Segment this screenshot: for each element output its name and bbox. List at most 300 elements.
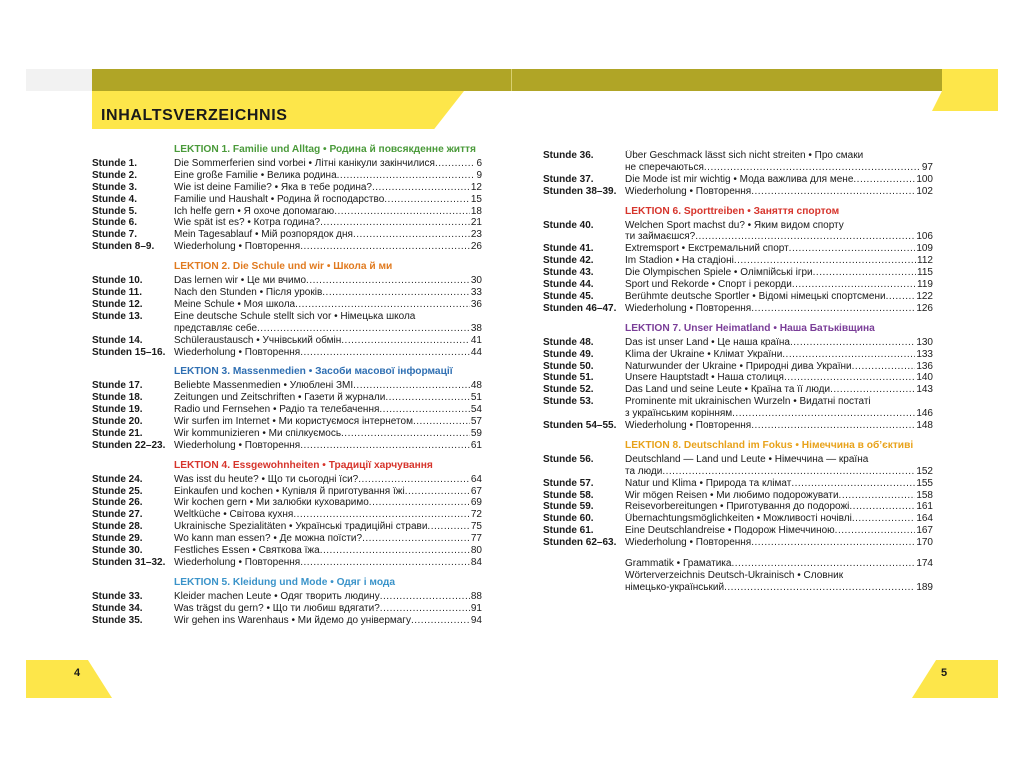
toc-entry (625, 267, 916, 279)
page-ref: 94 (470, 614, 482, 626)
entry-text: Meine Schule • Моя школа (174, 298, 296, 310)
toc-entry (625, 466, 915, 478)
entry-text: Prominente mit ukrainischen Wurzeln • Видатні постаті (625, 396, 871, 408)
footer-band-right (912, 660, 998, 698)
dot-leader (886, 291, 916, 303)
toc-entry (174, 323, 470, 335)
toc-entry (174, 158, 475, 170)
dot-leader (341, 428, 470, 440)
dot-leader (322, 287, 470, 299)
entry-text: Wiederholung • Повторення (174, 241, 301, 253)
stunde-label: Stunde 19. (92, 404, 143, 416)
page-ref: 30 (470, 275, 482, 287)
toc-entry (625, 537, 915, 549)
dot-leader (353, 380, 470, 392)
page-ref: 146 (916, 408, 933, 420)
stunde-label: Stunde 26. (92, 497, 143, 509)
page-ref: 51 (470, 392, 482, 404)
page-ref: 119 (917, 279, 933, 291)
entry-text: Berühmte deutsche Sportler • Відомі німецькі спортсмени (625, 290, 886, 302)
page-ref: 136 (916, 360, 933, 372)
toc-entry (174, 615, 470, 627)
dot-leader (830, 384, 915, 396)
stunde-label: Stunde 24. (92, 473, 143, 485)
toc-entry (174, 241, 470, 253)
lesson-heading: LEKTION 4. Essgewohnheiten • Традиції харчування (174, 459, 433, 471)
entry-text: Klima der Ukraine • Клімат України (625, 348, 783, 360)
stunde-label: Stunde 35. (92, 614, 143, 626)
toc-row (543, 243, 933, 255)
toc-entry (625, 291, 915, 303)
page-ref: 100 (916, 173, 933, 185)
page-ref: 69 (470, 497, 482, 509)
toc-row (543, 279, 933, 291)
dot-leader (337, 170, 476, 182)
page-ref: 38 (470, 322, 482, 334)
dot-leader (435, 158, 476, 170)
toc-entry (174, 497, 470, 509)
stunde-label (543, 162, 625, 174)
dot-leader (724, 582, 915, 594)
toc-row (92, 486, 482, 498)
entry-text: Reisevorbereitungen • Приготування до подорожі (625, 501, 850, 513)
entry-text: Unsere Hauptstadt • Наша столиця (625, 372, 784, 384)
dot-leader (379, 404, 469, 416)
entry-text: Wo kann man essen? • Де можна поїсти? (174, 533, 363, 545)
toc-row (543, 303, 933, 315)
stunde-label: Stunde 52. (543, 384, 594, 396)
entry-text: Die Mode ist mir wichtig • Мода важлива для мене (625, 173, 854, 185)
stunde-label (543, 466, 625, 478)
dot-leader (411, 615, 470, 627)
stunde-label: Stunde 7. (92, 229, 138, 241)
stunde-label: Stunden 62–63. (543, 537, 617, 549)
stunde-label (543, 582, 625, 594)
entry-text: Radio und Fernsehen • Радіо та телебачення (174, 404, 380, 416)
page-ref: 15 (470, 193, 482, 205)
toc-entry (174, 229, 470, 241)
dot-leader (662, 466, 915, 478)
toc-entry (174, 533, 470, 545)
dot-leader (791, 478, 915, 490)
toc-entry (625, 454, 933, 466)
toc-entry (625, 349, 915, 361)
entry-text: з українським корінням (625, 408, 733, 420)
page-ref: 54 (470, 404, 482, 416)
entry-text: Wir kommunizieren • Ми спілкуємось (174, 427, 342, 439)
toc-right-column (543, 150, 933, 594)
toc-entry (625, 186, 915, 198)
stunde-label: Stunde 20. (92, 416, 143, 428)
stunde-label: Stunden 54–55. (543, 420, 617, 432)
page-ref: 112 (917, 255, 933, 267)
toc-row (92, 299, 482, 311)
page-ref: 64 (470, 473, 482, 485)
dot-leader (405, 486, 470, 498)
dot-leader (257, 323, 470, 335)
toc-entry (174, 521, 470, 533)
toc-row (543, 501, 933, 513)
toc-row (92, 440, 482, 452)
entry-text: німецько-український (625, 581, 725, 593)
toc-entry (174, 217, 470, 229)
stunde-label: Stunde 2. (92, 169, 138, 181)
toc-row (543, 255, 933, 267)
toc-entry (625, 361, 915, 373)
stunde-label: Stunde 34. (92, 602, 143, 614)
toc-row (92, 591, 482, 603)
page-ref: 26 (470, 241, 482, 253)
dot-leader (300, 241, 470, 253)
dot-leader (362, 533, 470, 545)
toc-row (543, 466, 933, 478)
stunde-label: Stunde 28. (92, 521, 143, 533)
stunde-label: Stunden 46–47. (543, 302, 617, 314)
entry-text: Wiederholung • Повторення (174, 557, 301, 568)
stunde-label: Stunde 40. (543, 219, 594, 231)
stunde-label: Stunde 41. (543, 243, 594, 255)
stunde-label: Stunde 60. (543, 513, 594, 525)
entry-text: Festliches Essen • Святкова їжа (174, 545, 320, 557)
page-ref: 133 (916, 348, 933, 360)
toc-row (543, 349, 933, 361)
dot-leader (813, 267, 916, 279)
stunde-label: Stunden 15–16. (92, 346, 166, 358)
dot-leader (353, 229, 470, 241)
entry-text: Wiederholung • Повторення (625, 185, 752, 197)
toc-row (92, 380, 482, 392)
toc-row (543, 384, 933, 396)
stunde-label: Stunde 45. (543, 290, 594, 302)
dot-leader (300, 440, 470, 452)
stunde-label: Stunde 56. (543, 453, 594, 465)
stunde-label: Stunde 42. (543, 255, 594, 267)
entry-text: Wiederholung • Повторення (174, 346, 301, 358)
stunde-label: Stunde 13. (92, 310, 143, 322)
dot-leader (751, 420, 915, 432)
page-ref: 167 (916, 525, 933, 537)
stunde-label: Stunde 58. (543, 489, 594, 501)
entry-text: Familie und Haushalt • Родина й господарство (174, 193, 385, 205)
header-banner (92, 69, 942, 91)
toc-row (92, 311, 482, 323)
toc-row (92, 428, 482, 440)
page-ref: 12 (470, 181, 482, 193)
toc-row (92, 404, 482, 416)
toc-row (92, 182, 482, 194)
dot-leader (789, 243, 916, 255)
entry-text: Natur und Klima • Природа та клімат (625, 477, 792, 489)
page-ref: 143 (916, 384, 933, 396)
header-corner-yellow (932, 69, 998, 111)
toc-entry (625, 408, 915, 420)
dot-leader (695, 231, 915, 243)
stunde-label: Stunde 5. (92, 205, 138, 217)
dot-leader (852, 513, 916, 525)
toc-row (92, 509, 482, 521)
page-ref: 48 (470, 380, 482, 392)
toc-row (543, 490, 933, 502)
toc-row (92, 615, 482, 627)
page-ref: 23 (470, 229, 482, 241)
toc-entry (625, 174, 915, 186)
dot-leader (384, 194, 470, 206)
entry-text: Zeitungen und Zeitschriften • Газети й журнали (174, 392, 386, 404)
toc-entry (625, 513, 915, 525)
page-ref: 72 (470, 509, 482, 521)
toc-row (543, 537, 933, 549)
toc-row (92, 474, 482, 486)
page-ref: 152 (916, 465, 933, 477)
dot-leader (849, 501, 915, 513)
stunde-label (543, 558, 625, 570)
toc-row (92, 347, 482, 359)
toc-row (543, 361, 933, 373)
stunde-label: Stunde 17. (92, 380, 143, 392)
stunde-label: Stunde 11. (92, 286, 143, 298)
toc-entry (174, 392, 470, 404)
entry-text: Eine große Familie • Велика родина (174, 169, 337, 181)
toc-entry (174, 545, 470, 557)
appendix-spacer (543, 549, 933, 558)
toc-row (543, 558, 933, 570)
stunde-label: Stunde 48. (543, 336, 594, 348)
entry-text: Wiederholung • Повторення (625, 537, 752, 549)
page-ref: 9 (476, 169, 482, 181)
dot-leader (341, 335, 470, 347)
toc-row (543, 396, 933, 408)
dot-leader (784, 372, 915, 384)
page-ref: 18 (470, 205, 482, 217)
page-ref: 109 (916, 243, 933, 255)
toc-entry (625, 501, 915, 513)
toc-row (543, 186, 933, 198)
stunde-label: Stunde 37. (543, 173, 594, 185)
toc-entry (625, 279, 916, 291)
stunde-label: Stunde 1. (92, 157, 138, 169)
dot-leader (306, 275, 470, 287)
lesson-heading: LEKTION 2. Die Schule und wir • Школа й ми (174, 261, 393, 273)
toc-entry (625, 372, 915, 384)
page-ref: 155 (916, 477, 933, 489)
entry-text: Mein Tagesablauf • Мій розпорядок дня (174, 229, 353, 241)
toc-entry (174, 335, 470, 347)
entry-text: представляє себе (174, 322, 258, 334)
stunde-label: Stunde 33. (92, 590, 143, 602)
entry-text: Wir surfen im Internet • Ми користуємося інтернетом (174, 416, 413, 428)
entry-text: Deutschland — Land und Leute • Німеччина — країна (625, 453, 869, 465)
toc-entry (174, 557, 470, 569)
entry-text: Im Stadion • На стадіоні (625, 255, 734, 267)
toc-row (92, 533, 482, 545)
toc-entry (174, 591, 470, 603)
toc-entry (174, 206, 470, 218)
entry-text: Naturwunder der Ukraine • Природні дива України (625, 360, 852, 372)
entry-text: Einkaufen und kochen • Купівля й приготування їжі (174, 485, 405, 497)
page-ref: 126 (916, 302, 933, 314)
toc-entry (174, 311, 482, 323)
stunde-label (543, 231, 625, 243)
toc-entry (625, 220, 933, 232)
toc-entry (625, 490, 915, 502)
toc-entry (174, 474, 470, 486)
toc-entry (625, 525, 915, 537)
page-ref: 140 (916, 372, 933, 384)
entry-text: Wie spät ist es? • Котра година? (174, 217, 321, 229)
lesson-heading: LEKTION 7. Unser Heimatland • Наша Батьківщина (625, 322, 875, 334)
page-number-left: 4 (74, 667, 81, 679)
toc-entry (174, 404, 470, 416)
page-spine (511, 69, 512, 91)
entry-text: Das ist unser Land • Це наша країна (625, 336, 790, 348)
page-ref: 170 (916, 537, 933, 549)
page-title: INHALTSVERZEICHNIS (101, 107, 288, 124)
toc-entry (625, 582, 915, 594)
page-ref: 122 (916, 290, 933, 302)
dot-leader (293, 509, 470, 521)
lesson-heading: LEKTION 8. Deutschland im Fokus • Німеччина в об’єктиві (625, 439, 914, 451)
dot-leader (732, 408, 915, 420)
page-ref: 67 (470, 485, 482, 497)
stunde-label: Stunde 6. (92, 217, 138, 229)
stunde-label: Stunde 4. (92, 193, 138, 205)
entry-text: Die Olympischen Spiele • Олімпійські ігри (625, 267, 813, 279)
page-ref: 77 (470, 533, 482, 545)
stunde-label (543, 570, 625, 582)
toc-row (543, 420, 933, 432)
page-ref: 75 (470, 521, 482, 533)
dot-leader (852, 361, 916, 373)
dot-leader (751, 537, 915, 549)
dot-leader (385, 392, 470, 404)
stunde-label: Stunden 22–23. (92, 439, 166, 451)
toc-row (543, 267, 933, 279)
toc-row (543, 570, 933, 582)
dot-leader (358, 474, 470, 486)
page-ref: 36 (470, 298, 482, 310)
dot-leader (300, 347, 470, 359)
stunde-label: Stunde 61. (543, 525, 594, 537)
stunde-label: Stunde 10. (92, 275, 143, 287)
stunde-label: Stunden 8–9. (92, 241, 155, 253)
dot-leader (853, 174, 915, 186)
dot-leader (792, 279, 916, 291)
stunde-label (543, 408, 625, 420)
toc-row (543, 408, 933, 420)
dot-leader (751, 303, 915, 315)
toc-entry (625, 396, 933, 408)
toc-row (92, 323, 482, 335)
stunde-label: Stunde 30. (92, 545, 143, 557)
page-ref: 61 (470, 439, 482, 451)
toc-entry (625, 570, 933, 582)
toc-entry (625, 558, 915, 570)
entry-text: Was trägst du gern? • Що ти любиш вдягати? (174, 602, 380, 614)
dot-leader (295, 299, 470, 311)
page-ref: 41 (470, 334, 482, 346)
entry-text: ти займаєшся? (625, 231, 696, 243)
entry-text: та люди (625, 465, 663, 477)
page-ref: 164 (916, 513, 933, 525)
toc-entry (625, 255, 916, 267)
page-ref: 161 (916, 501, 933, 513)
toc-row (543, 291, 933, 303)
stunde-label: Stunde 53. (543, 396, 594, 408)
lesson-heading: LEKTION 1. Familie und Alltag • Родина й повсякденне життя (174, 144, 476, 155)
toc-row (92, 170, 482, 182)
entry-text: Das Land und seine Leute • Країна та її люди (625, 384, 831, 396)
entry-text: Das lernen wir • Це ми вчимо (174, 275, 307, 287)
toc-row (543, 513, 933, 525)
dot-leader (790, 337, 915, 349)
toc-row (92, 158, 482, 170)
entry-text: Wiederholung • Повторення (625, 420, 752, 432)
stunde-label: Stunde 21. (92, 427, 143, 439)
toc-entry (625, 337, 915, 349)
stunde-label: Stunde 12. (92, 298, 143, 310)
toc-row (92, 229, 482, 241)
entry-text: Ich helfe gern • Я охоче допомагаю (174, 205, 335, 217)
entry-text: Eine deutsche Schule stellt sich vor • Німецька школа (174, 310, 416, 322)
stunde-label: Stunde 25. (92, 485, 143, 497)
toc-entry (174, 347, 470, 359)
toc-row (92, 275, 482, 287)
stunde-label (92, 323, 174, 335)
toc-row (543, 525, 933, 537)
toc-entry (625, 231, 915, 243)
page-ref: 106 (916, 231, 933, 243)
stunde-label: Stunde 3. (92, 181, 138, 193)
dot-leader (782, 349, 915, 361)
entry-text: Wir gehen ins Warenhaus • Ми йдемо до універмагу (174, 614, 411, 626)
toc-row (543, 454, 933, 466)
entry-text: Beliebte Massenmedien • Улюблені ЗМІ (174, 380, 354, 392)
stunde-label: Stunde 44. (543, 279, 594, 291)
toc-entry (625, 303, 915, 315)
entry-text: Ukrainische Spezialitäten • Українські традиційні страви (174, 521, 428, 533)
toc-entry (174, 182, 470, 194)
toc-entry (174, 416, 470, 428)
page-ref: 44 (470, 346, 482, 358)
page-ref: 97 (921, 161, 933, 173)
dot-leader (835, 525, 916, 537)
lesson-heading: LEKTION 6. Sporttreiben • Заняття спортом (625, 205, 840, 217)
entry-text: Welchen Sport machst du? • Яким видом спорту (625, 219, 844, 231)
toc-entry (625, 420, 915, 432)
stunde-label: Stunde 50. (543, 360, 594, 372)
toc-row (543, 150, 933, 162)
toc-row (92, 206, 482, 218)
toc-row (92, 603, 482, 615)
toc-row (543, 337, 933, 349)
toc-row (92, 241, 482, 253)
toc-entry (625, 478, 915, 490)
entry-text: Eine Deutschlandreise • Подорож Німеччиною (625, 525, 835, 537)
stunde-label: Stunde 36. (543, 150, 594, 161)
stunde-label: Stunde 18. (92, 392, 143, 404)
dot-leader (380, 591, 470, 603)
toc-row (543, 174, 933, 186)
entry-text: Übernachtungsmöglichkeiten • Можливості ночівлі (625, 513, 852, 525)
page-ref: 102 (916, 185, 933, 197)
entry-text: Grammatik • Граматика (625, 558, 732, 570)
toc-entry (174, 440, 470, 452)
dot-leader (320, 545, 470, 557)
stunde-label: Stunde 51. (543, 372, 594, 384)
entry-text: Extremsport • Екстремальний спорт (625, 243, 789, 255)
entry-text: Wörterverzeichnis Deutsch-Ukrainisch • Словник (625, 570, 844, 581)
page-number-right: 5 (941, 667, 948, 679)
